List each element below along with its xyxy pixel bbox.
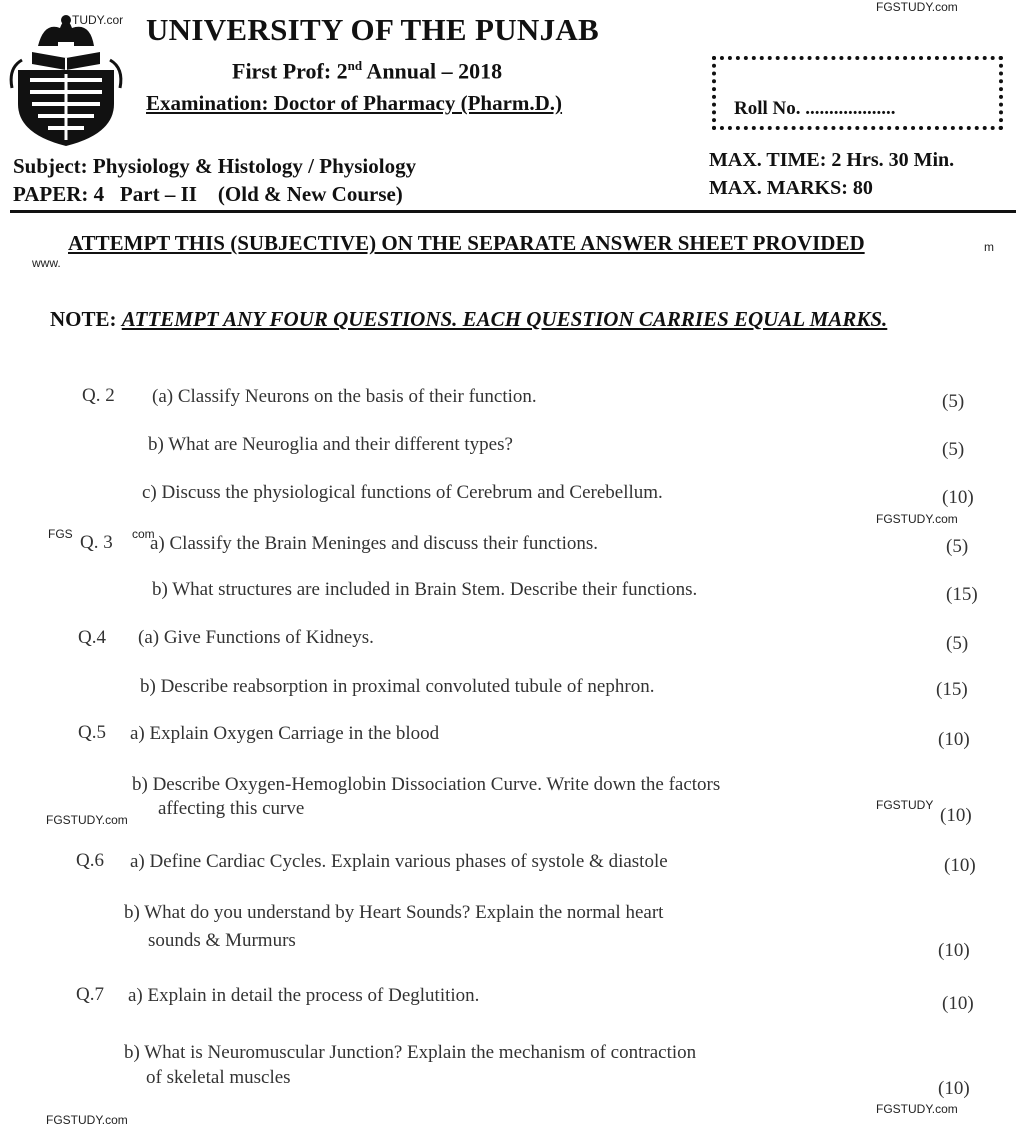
question-marks: (5) (946, 536, 969, 557)
question-text: b) What do you understand by Heart Sounds? Explain the normal heart (124, 902, 664, 923)
prof-prefix: First Prof: 2 (232, 58, 348, 84)
question-marks: (15) (946, 584, 978, 605)
question-marks: (10) (942, 993, 974, 1014)
prof-superscript: nd (347, 58, 363, 73)
question-text: a) Explain Oxygen Carriage in the blood (130, 723, 440, 744)
question-text: b) Describe Oxygen-Hemoglobin Dissociation Curve. Write down the factors (132, 774, 721, 795)
examination-title: Examination: Doctor of Pharmacy (Pharm.D.) (146, 91, 563, 115)
question-number: Q.5 (78, 722, 106, 743)
question-text: b) What are Neuroglia and their different types? (148, 434, 513, 455)
roll-number-field[interactable]: Roll No. ................... (734, 98, 896, 119)
question-number: Q.7 (76, 984, 104, 1005)
watermark: FGS (48, 527, 73, 541)
question-marks: (15) (936, 679, 968, 700)
question-marks: (5) (946, 633, 969, 654)
question-text-continued: of skeletal muscles (146, 1067, 291, 1088)
note-label: NOTE: (50, 307, 117, 331)
question-text: a) Classify the Brain Meninges and discuss their functions. (150, 533, 599, 554)
question-marks: (10) (938, 1078, 970, 1099)
prof-suffix: Annual – 2018 (362, 58, 503, 84)
question-text: c) Discuss the physiological functions of Cerebrum and Cerebellum. (142, 482, 663, 503)
watermark: m (984, 240, 994, 254)
question-marks: (10) (938, 729, 970, 750)
question-text: b) What structures are included in Brain Stem. Describe their functions. (152, 579, 698, 600)
question-text: b) What is Neuromuscular Junction? Explain the mechanism of contraction (124, 1042, 697, 1063)
exam-year (232, 58, 502, 84)
watermark: com (132, 527, 155, 541)
university-name: UNIVERSITY OF THE PUNJAB (146, 12, 600, 47)
question-text-continued: sounds & Murmurs (148, 930, 296, 951)
question-marks: (10) (938, 940, 970, 961)
watermark: FGSTUDY.com (876, 1102, 958, 1116)
question-marks: (10) (942, 487, 974, 508)
question-number: Q.4 (78, 627, 106, 648)
watermark: FGSTUDY.com (46, 813, 128, 827)
note (50, 307, 887, 332)
max-marks: MAX. MARKS: 80 (709, 177, 873, 199)
question-marks: (10) (944, 855, 976, 876)
question-text: (a) Classify Neurons on the basis of their function. (152, 386, 537, 407)
question-text: b) Describe reabsorption in proximal convoluted tubule of nephron. (140, 676, 655, 697)
note-text: ATTEMPT ANY FOUR QUESTIONS. EACH QUESTION CARRIES EQUAL MARKS. (121, 307, 888, 331)
university-crest-logo (8, 8, 126, 148)
watermark: FGSTUDY.com (876, 0, 958, 14)
question-number: Q.6 (76, 850, 104, 871)
watermark: FGSTUDY (876, 798, 934, 812)
question-number: Q. 2 (82, 385, 115, 406)
max-time: MAX. TIME: 2 Hrs. 30 Min. (709, 149, 955, 171)
header-divider (10, 210, 1016, 213)
question-text-continued: affecting this curve (158, 798, 305, 819)
watermark: www. (32, 256, 61, 270)
question-marks: (10) (940, 805, 972, 826)
question-text: (a) Give Functions of Kidneys. (138, 627, 374, 648)
instruction: ATTEMPT THIS (SUBJECTIVE) ON THE SEPARATE ANSWER SHEET PROVIDED (68, 231, 865, 255)
watermark: FGSTUDY.com (876, 512, 958, 526)
paper: PAPER: 4 Part – II (Old & New Course) (13, 182, 403, 206)
question-text: a) Explain in detail the process of Deglutition. (128, 985, 480, 1006)
watermark: TUDY.cor (72, 13, 124, 27)
question-marks: (5) (942, 439, 965, 460)
question-text: a) Define Cardiac Cycles. Explain various phases of systole & diastole (130, 851, 668, 872)
question-number: Q. 3 (80, 532, 113, 553)
question-marks: (5) (942, 391, 965, 412)
watermark: FGSTUDY.com (46, 1113, 128, 1127)
subject: Subject: Physiology & Histology / Physiology (13, 154, 417, 178)
